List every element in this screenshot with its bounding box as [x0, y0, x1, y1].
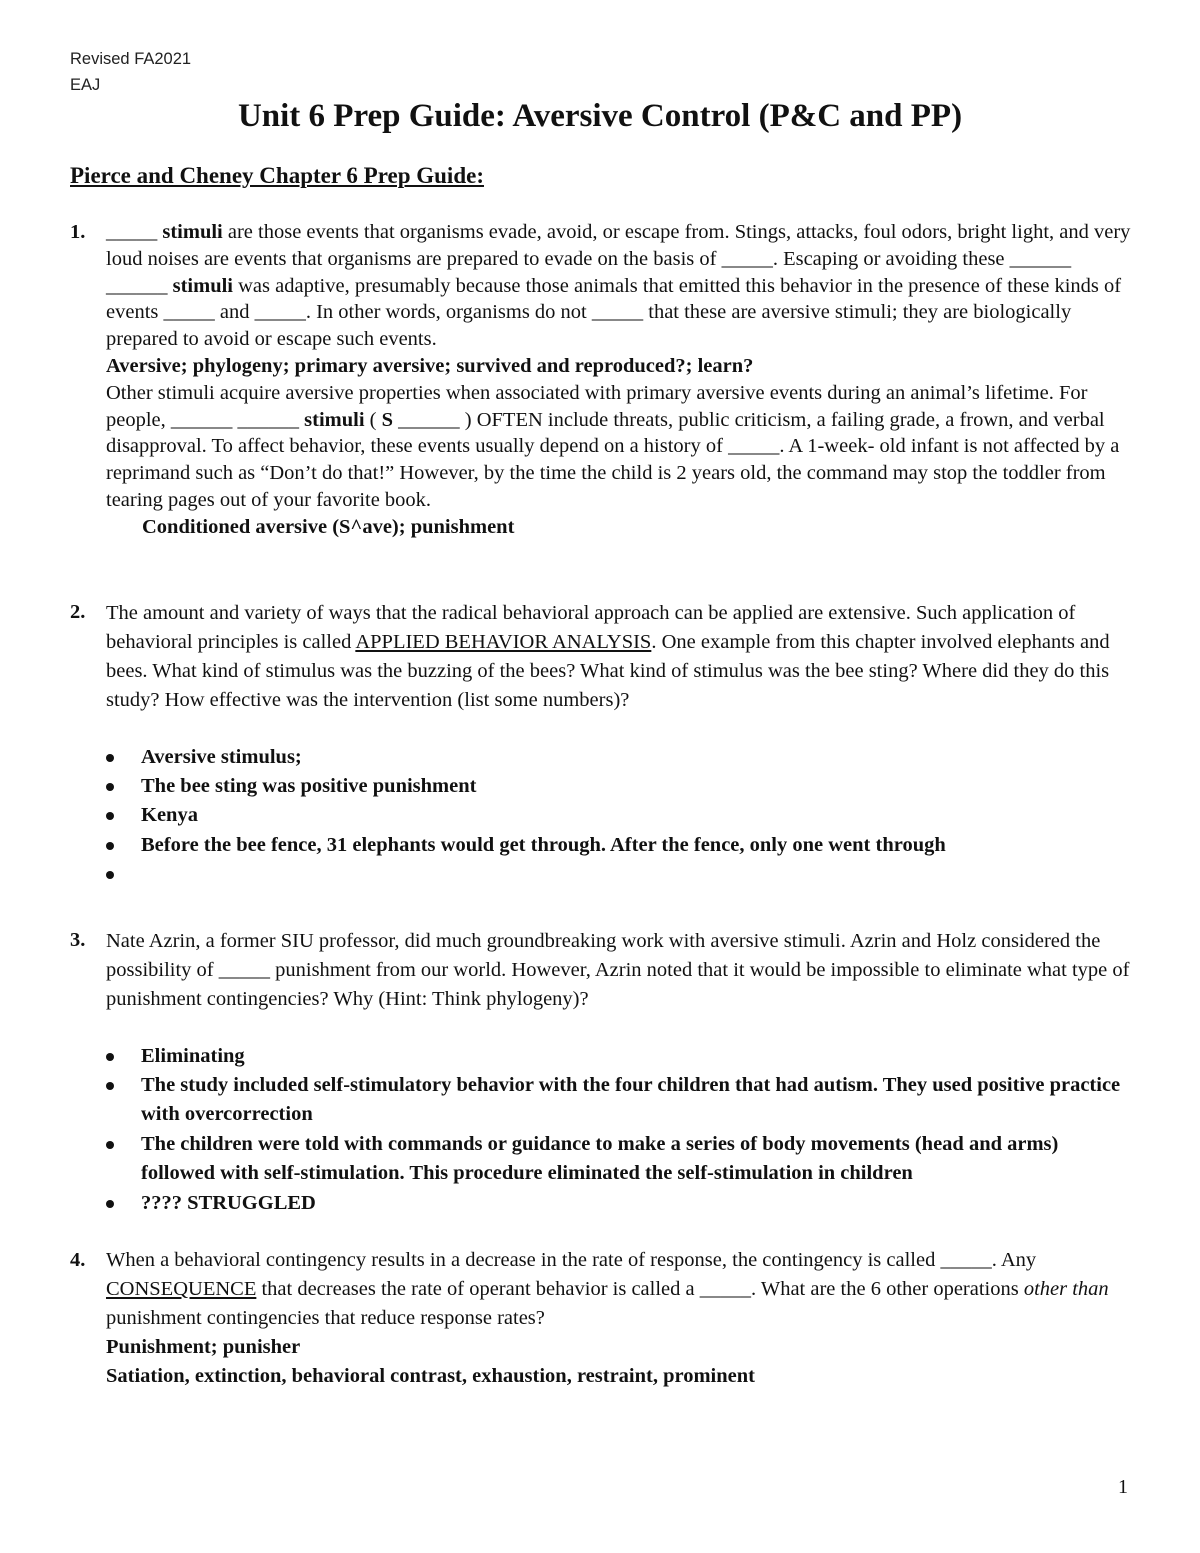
answer-bullet: The bee sting was positive punishment — [70, 772, 1135, 801]
author-initials: EAJ — [70, 76, 101, 94]
underlined-term: CONSEQUENCE — [106, 1278, 257, 1301]
text-segment: ______ ) OFTEN include threats, public criticism, a failing grade, a frown, and verbal disapproval. To affect behavior, these events usually depend on a history of _____. A 1-week- old infant is not affected by a reprimand such as “Don’t do that!” However, by the time the child is 2 years old, the command may stop the toddler from tearing pages out of your favorite book. — [106, 408, 1120, 511]
question-3 — [70, 927, 1135, 1014]
text-segment: The amount and variety of ways that the radical behavioral approach can be applied are extensive. Such application of behavioral principles is called — [106, 601, 1076, 653]
empty-bullet — [70, 860, 1135, 898]
answer-bullet: The children were told with commands or guidance to make a series of body movements (head and arms) followed with self-stimulation. This procedure eliminated the self-stimulation in children — [70, 1130, 1135, 1189]
question-4 — [70, 1246, 1135, 1391]
answer-text: Punishment; punisher — [106, 1336, 301, 1359]
answer-bullet: The study included self-stimulatory behavior with the four children that had autism. They used positive practice with overcorrection — [70, 1071, 1135, 1130]
text-segment: was adaptive, presumably because those animals that emitted this behavior in the presence of these kinds of events _____ and _____. In other words, organisms do not _____ that these are aversive stimuli; they are biologically prepared to avoid or escape such events. — [106, 274, 1122, 351]
page-title: Unit 6 Prep Guide: Aversive Control (P&C and PP) — [237, 98, 963, 134]
answer-text: Satiation, extinction, behavioral contrast, exhaustion, restraint, prominent — [106, 1365, 755, 1388]
question-text — [106, 219, 1135, 353]
underlined-term: APPLIED BEHAVIOR ANALYSIS — [355, 630, 652, 653]
term: stimuli — [304, 408, 365, 431]
section-heading: Pierce and Cheney Chapter 6 Prep Guide: — [70, 163, 484, 188]
answer-text: Conditioned aversive (S^ave); punishment — [142, 515, 515, 538]
answer-bullet: Aversive stimulus; — [70, 743, 1135, 772]
question-1 — [70, 219, 1135, 541]
question-text — [106, 599, 1135, 715]
text-segment: punishment contingencies that reduce response rates? — [106, 1307, 545, 1330]
question-list — [70, 219, 1135, 1391]
italic-term: other than — [1023, 1278, 1109, 1301]
page-number: 1 — [1118, 1476, 1128, 1498]
answer-bullet: Eliminating — [70, 1042, 1135, 1071]
text-segment: ( — [364, 408, 382, 431]
text-segment: When a behavioral contingency results in a decrease in the rate of response, the contingency is called _____. Any — [106, 1249, 1037, 1272]
answer-bullet: ???? STRUGGLED — [70, 1189, 1135, 1218]
question-text: Nate Azrin, a former SIU professor, did much groundbreaking work with aversive stimuli. Azrin and Holz considered the possibility of _____ punishment from our world. However, Azrin noted that it would be impossible to eliminate what type of punishment contingencies? Why (Hint: Think phylogeny)? — [106, 929, 1130, 1010]
question-number: 1. — [70, 221, 86, 243]
question-number: 2. — [70, 600, 86, 623]
question-text — [106, 1246, 1135, 1333]
term: stimuli — [162, 221, 223, 243]
term: stimuli — [172, 274, 233, 297]
text-segment: Other stimuli acquire aversive properties when associated with primary aversive events during an animal’s lifetime. For people, ______ ______ — [106, 381, 1088, 431]
blank: _____ — [106, 221, 163, 243]
answer-bullets — [70, 743, 1135, 899]
answer-bullet: Before the bee fence, 31 elephants would get through. After the fence, only one went through — [70, 831, 1135, 860]
revision-note: Revised FA2021 — [70, 50, 192, 68]
answer-text: Aversive; phylogeny; primary aversive; survived and reproduced?; learn? — [106, 354, 754, 377]
text-segment: . One example from this chapter involved elephants and bees. What kind of stimulus was the buzzing of the bees? What kind of stimulus was the bee sting? Where did they do this study? How effective was the intervention (list some numbers)? — [106, 630, 1110, 711]
document-header — [70, 46, 191, 98]
answer-bullet: Kenya — [70, 801, 1135, 830]
question-text — [106, 380, 1135, 514]
answer-bullets — [70, 1042, 1135, 1218]
term: S — [381, 408, 394, 431]
question-number: 3. — [70, 928, 86, 951]
question-2 — [70, 599, 1135, 715]
question-number: 4. — [70, 1249, 86, 1272]
text-segment: are those events that organisms evade, avoid, or escape from. Stings, attacks, foul odors, bright light, and very loud noises are events that organisms are prepared to evade on the basis of _____. Escaping or avoiding these ______ ______ — [106, 221, 1131, 297]
text-segment: that decreases the rate of operant behavior is called a _____. What are the 6 other operations — [256, 1278, 1024, 1301]
